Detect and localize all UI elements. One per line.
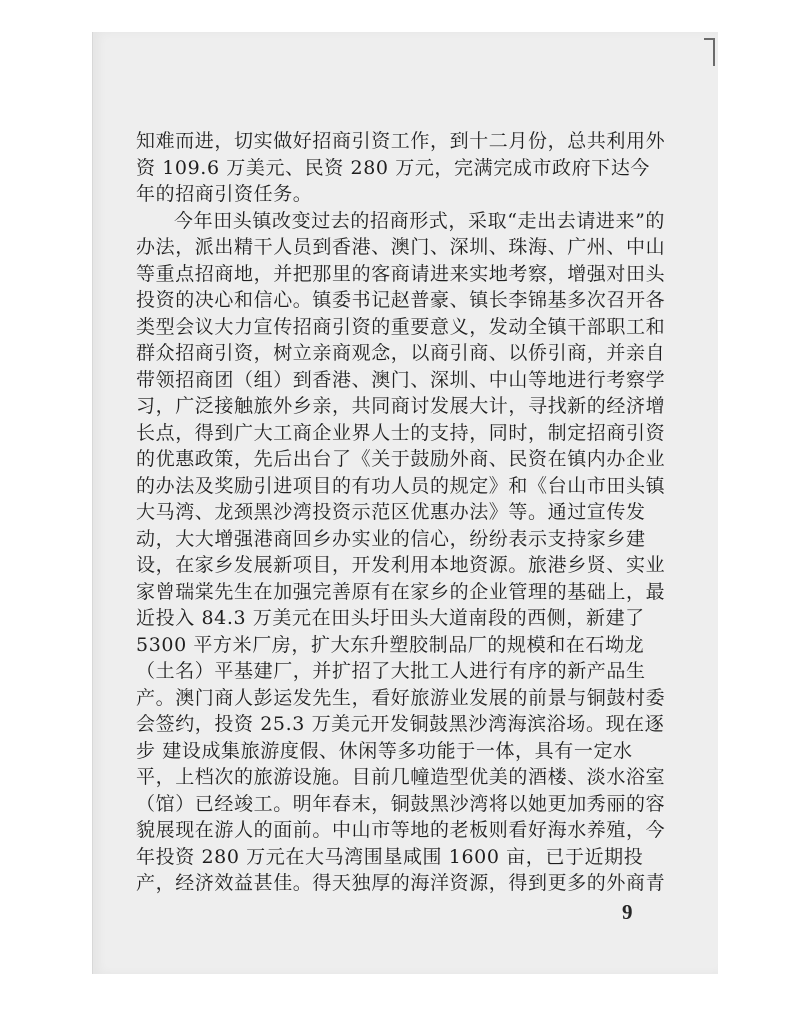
document-body (136, 128, 666, 897)
corner-crop-mark (704, 38, 715, 66)
page-number: 9 (622, 900, 633, 924)
paragraph-continued: 知难而进，切实做好招商引资工作，到十二月份，总共利用外资 109.6 万美元、民资 280 万元，完满完成市政府下达今年的招商引资任务。 (136, 130, 666, 205)
paragraph-investment: 今年田头镇改变过去的招商形式，采取“走出去请进来”的办法，派出精干人员到香港、澳门、深圳、珠海、广州、中山等重点招商地，并把那里的客商请进来实地考察，增强对田头投资的决心和信心。镇委书记赵普豪、镇长李锦基多次召开各类型会议大力宣传招商引资的重要意义，发动全镇干部职工和群众招商引资，树立亲商观念，以商引商、以侨引商，并亲自带领招商团（组）到香港、澳门、深圳、中山等地进行考察学习，广泛接触旅外乡亲，共同商讨发展大计，寻找新的经济增长点，得到广大工商企业界人士的支持，同时，制定招商引资的优惠政策，先后出台了《关于鼓励外商、民资在镇内办企业的办法及奖励引进项目的有功人员的规定》和《台山市田头镇大马湾、龙颈黑沙湾投资示范区优惠办法》等。通过宣传发动，大大增强港商回乡办实业的信心，纷纷表示支持家乡建设，在家乡发展新项目，开发利用本地资源。旅港乡贤、实业家曾瑞棠先生在加强完善原有在家乡的企业管理的基础上，最近投入 84.3 万美元在田头圩田头大道南段的西侧，新建了 5300 平方米厂房，扩大东升塑胶制品厂的规模和在石坳龙（土名）平基建厂，并扩招了大批工人进行有序的新产品生产。澳门商人彭运发先生，看好旅游业发展的前景与铜鼓村委会签约，投资 25.3 万美元开发铜鼓黑沙湾海滨浴场。现在逐步 建设成集旅游度假、休闲等多功能于一体，具有一定水平，上档次的旅游设施。目前几幢造型优美的酒楼、淡水浴室（馆）已经竣工。明年春末，铜鼓黑沙湾将以她更加秀丽的容貌展现在游人的面前。中山市等地的老板则看好海水养殖，今年投资 280 万元在大马湾围垦咸围 1600 亩，已于近期投产，经济效益甚佳。得天独厚的海洋资源，得到更多的外商青 (136, 209, 666, 894)
